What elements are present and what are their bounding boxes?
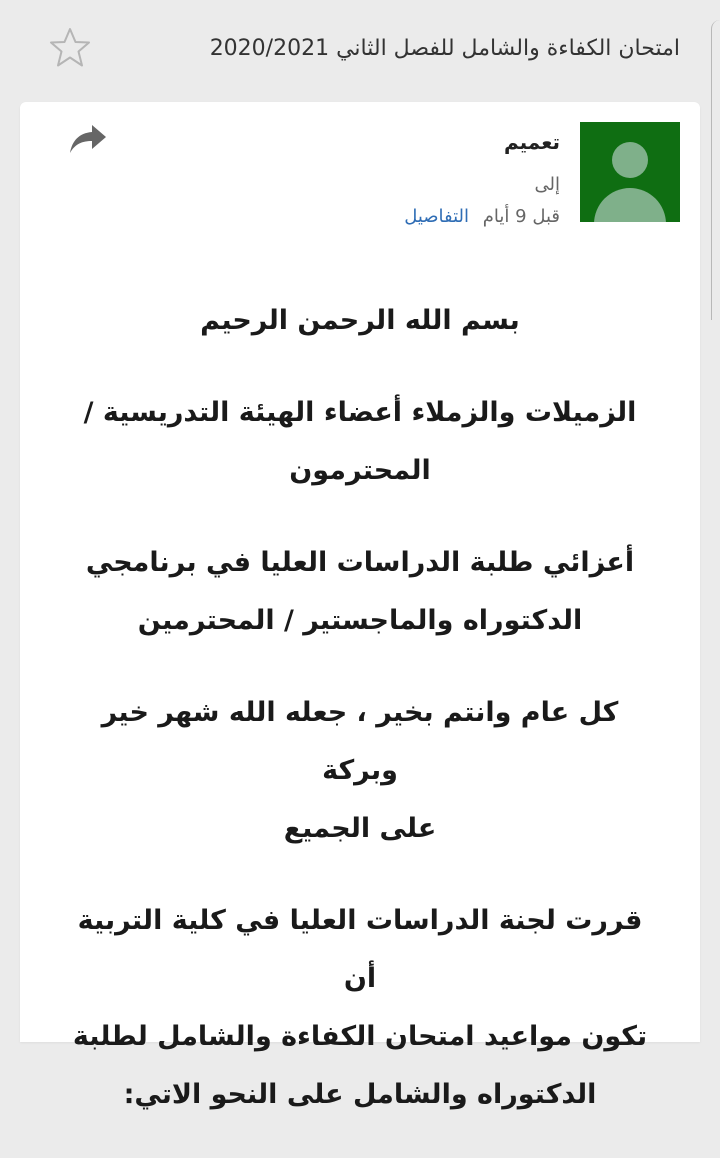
recipient-label: إلى	[534, 174, 560, 195]
body-line: بسم الله الرحمن الرحيم	[200, 305, 520, 336]
scroll-edge-indicator	[711, 20, 720, 320]
body-line: قررت لجنة الدراسات العليا في كلية التربية أن	[77, 905, 643, 994]
email-subject: امتحان الكفاءة والشامل للفصل الثاني 2020/2021	[209, 36, 680, 61]
email-message-card	[20, 102, 700, 1110]
body-line: الزميلات والزملاء أعضاء الهيئة التدريسية /	[83, 397, 637, 428]
avatar-head-shape	[612, 142, 648, 178]
message-meta	[404, 206, 560, 227]
body-line: أعزائي طلبة الدراسات العليا في برنامجي	[85, 547, 635, 578]
body-paragraph	[20, 534, 700, 650]
message-time: قبل 9 أيام	[482, 206, 560, 227]
body-line: المحترمون	[289, 455, 431, 486]
email-header-bar	[0, 0, 720, 100]
body-line: الدكتوراه والماجستير / المحترمين	[137, 605, 583, 636]
sender-avatar[interactable]	[580, 122, 680, 222]
body-line: تكون مواعيد امتحان الكفاءة والشامل لطلبة	[72, 1021, 648, 1052]
body-line: كل عام وانتم بخير ، جعله الله شهر خير وبركة	[101, 697, 619, 786]
body-paragraph	[20, 684, 700, 858]
message-body	[20, 292, 700, 1158]
body-paragraph	[20, 384, 700, 500]
body-paragraph	[20, 292, 700, 350]
body-line: الدكتوراه والشامل على النحو الاتي:	[123, 1079, 597, 1110]
details-link[interactable]: التفاصيل	[404, 206, 470, 227]
star-icon[interactable]	[48, 26, 92, 70]
avatar-body-shape	[594, 188, 666, 222]
sender-name: تعميم	[503, 130, 560, 154]
body-line: على الجميع	[283, 813, 437, 844]
body-paragraph	[20, 892, 700, 1124]
forward-icon[interactable]	[68, 122, 108, 156]
